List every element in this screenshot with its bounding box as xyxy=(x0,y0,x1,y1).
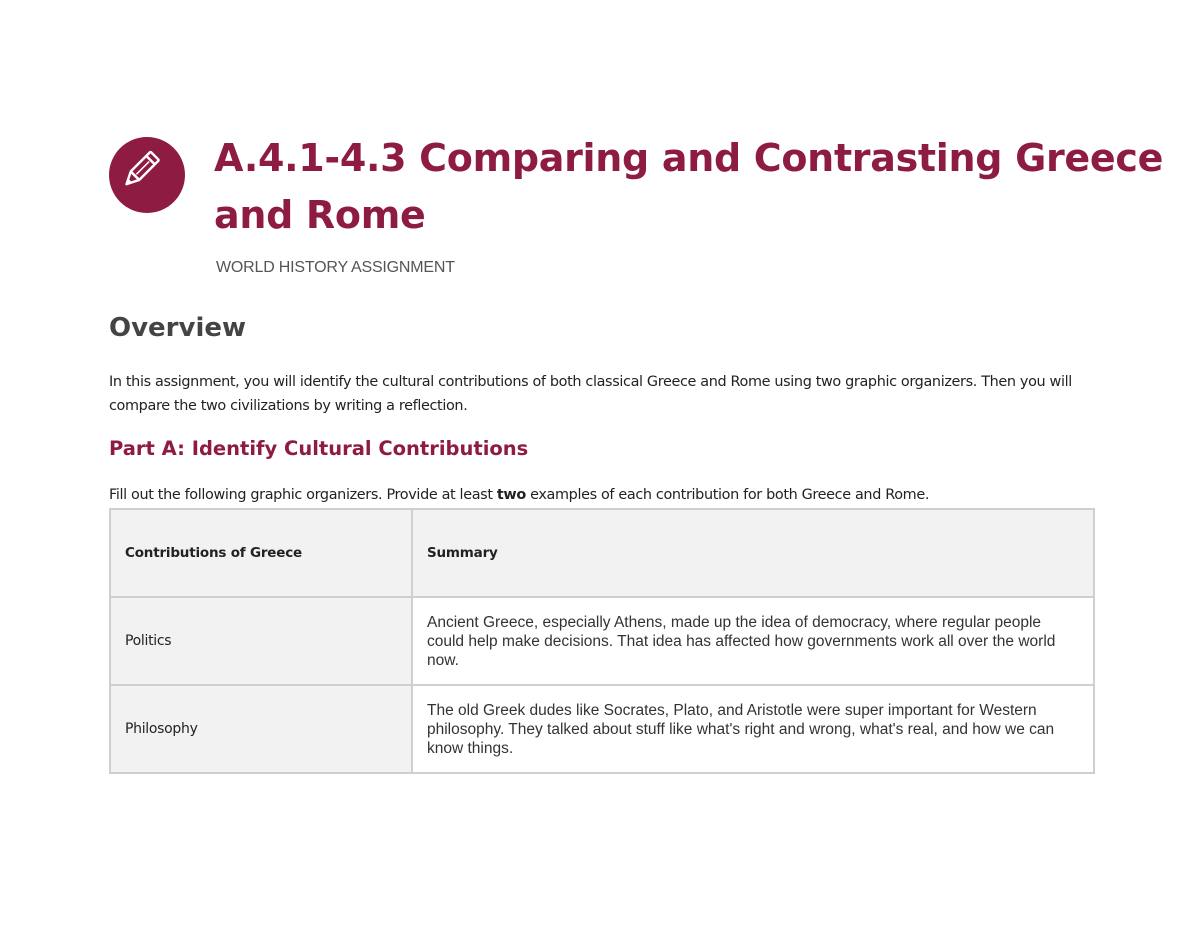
column-header-contributions: Contributions of Greece xyxy=(110,509,412,597)
table-row xyxy=(110,597,1094,685)
overview-text: In this assignment, you will identify the cultural contributions of both classical Greece and Rome using two graphic organizers. Then you will compare the two civilizations by writing a reflection. xyxy=(109,374,1072,414)
column-header-summary: Summary xyxy=(412,509,1094,597)
table-header-row xyxy=(110,509,1094,597)
overview-heading: Overview xyxy=(109,313,247,343)
part-a-heading: Part A: Identify Cultural Contributions xyxy=(109,437,529,460)
part-a-instructions xyxy=(109,483,1109,507)
page-title: A.4.1-4.3 Comparing and Contrasting Greece and Rome xyxy=(214,136,1164,237)
contribution-topic: Philosophy xyxy=(110,685,412,773)
contribution-topic: Politics xyxy=(110,597,412,685)
pencil-icon xyxy=(109,137,185,213)
assignment-badge xyxy=(109,137,185,213)
greece-contributions-table xyxy=(109,508,1095,774)
contribution-summary[interactable]: Ancient Greece, especially Athens, made up the idea of democracy, where regular people could help make decisions. That idea has affected how governments work all over the world now. xyxy=(412,597,1094,685)
assignment-subtitle: WORLD HISTORY ASSIGNMENT xyxy=(216,259,455,276)
contribution-summary[interactable]: The old Greek dudes like Socrates, Plato, and Aristotle were super important for Western philosophy. They talked about stuff like what's right and wrong, what's real, and how we can know things. xyxy=(412,685,1094,773)
instructions-text-end: examples of each contribution for both Greece and Rome. xyxy=(525,487,930,503)
instructions-text-start: Fill out the following graphic organizers. Provide at least xyxy=(109,487,497,503)
table-row xyxy=(110,685,1094,773)
instructions-emphasis: two xyxy=(496,487,526,503)
